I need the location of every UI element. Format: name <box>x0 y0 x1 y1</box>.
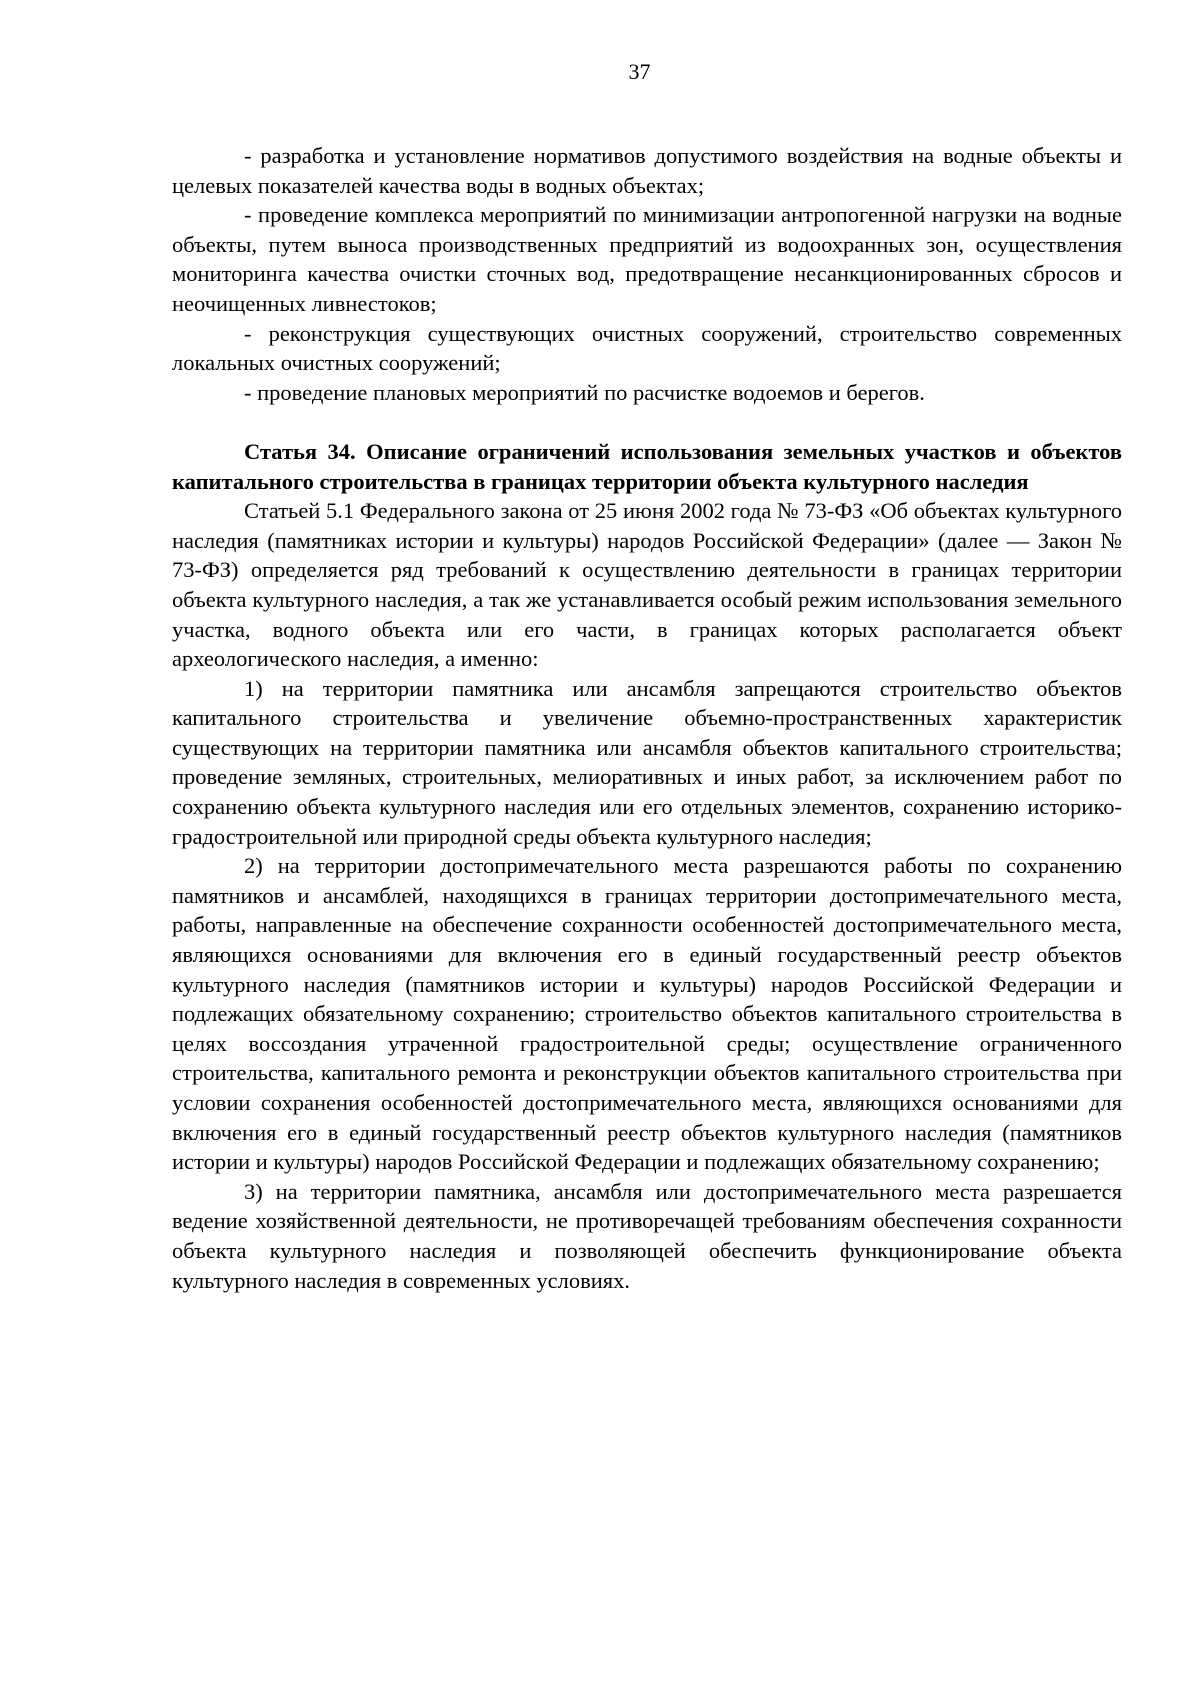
list-item: - проведение плановых мероприятий по расчистке водоемов и берегов. <box>244 379 925 405</box>
list-item: 3) на территории памятника, ансамбля или достопримечательного места разрешается ведение хозяйственной деятельности, не противоречащей требованиям обеспечения сохранности объекта культурного наследия и позволяющей обеспечить функционирование объекта культурного наследия в современных условиях. <box>172 1178 1122 1293</box>
list-item: 1) на территории памятника или ансамбля запрещаются строительство объектов капитального строительства и увеличение объемно-пространственных характеристик существующих на территории памятника или ансамбля объектов капитального строительства; проведение земляных, строительных, мелиоративных и иных работ, за исключением работ по сохранению объекта культурного наследия или его отдельных элементов, сохранению историко-градостроительной или природной среды объекта культурного наследия; <box>172 675 1122 849</box>
list-item: - разработка и установление нормативов допустимого воздействия на водные объекты и целевых показателей качества воды в водных объектах; <box>172 143 1122 198</box>
list-item: 2) на территории достопримечательного места разрешаются работы по сохранению памятников и ансамблей, находящихся в границах территории достопримечательного места, работы, направленные на обеспечение сохранности особенностей достопримечательного места, являющихся основаниями для включения его в единый государственный реестр объектов культурного наследия (памятников истории и культуры) народов Российской Федерации и подлежащих обязательному сохранению; строительство объектов капитального строительства в целях воссоздания утраченной градостроительной среды; осуществление ограниченного строительства, капитального ремонта и реконструкции объектов капитального строительства при условии сохранения особенностей достопримечательного места, являющихся основаниями для включения его в единый государственный реестр объектов культурного наследия (памятников истории и культуры) народов Российской Федерации и подлежащих обязательному сохранению; <box>172 853 1122 1175</box>
article-heading: Статья 34. Описание ограничений использования земельных участков и объектов капитального строительства в границах территории объекта культурного наследия <box>172 438 1122 494</box>
list-item: - реконструкция существующих очистных сооружений, строительство современных локальных очистных сооружений; <box>172 320 1122 376</box>
body-paragraph: Статьей 5.1 Федерального закона от 25 июня 2002 года № 73-ФЗ «Об объектах культурного наследия (памятниках истории и культуры) народов Российской Федерации» (далее — Закон № 73-ФЗ) определяется ряд требований к осуществлению деятельности в границах территории объекта культурного наследия, а так же устанавливается особый режим использования земельного участка, водного объекта или его части, в границах которых располагается объект археологического наследия, а именно: <box>172 498 1122 672</box>
document-body <box>172 141 1122 1295</box>
page-number: 37 <box>628 59 651 84</box>
list-item: - проведение комплекса мероприятий по минимизации антропогенной нагрузки на водные объекты, путем выноса производственных предприятий из водоохранных зон, осуществления мониторинга качества очистки сточных вод, предотвращение несанкционированных сбросов и неочищенных ливнестоков; <box>172 202 1122 316</box>
